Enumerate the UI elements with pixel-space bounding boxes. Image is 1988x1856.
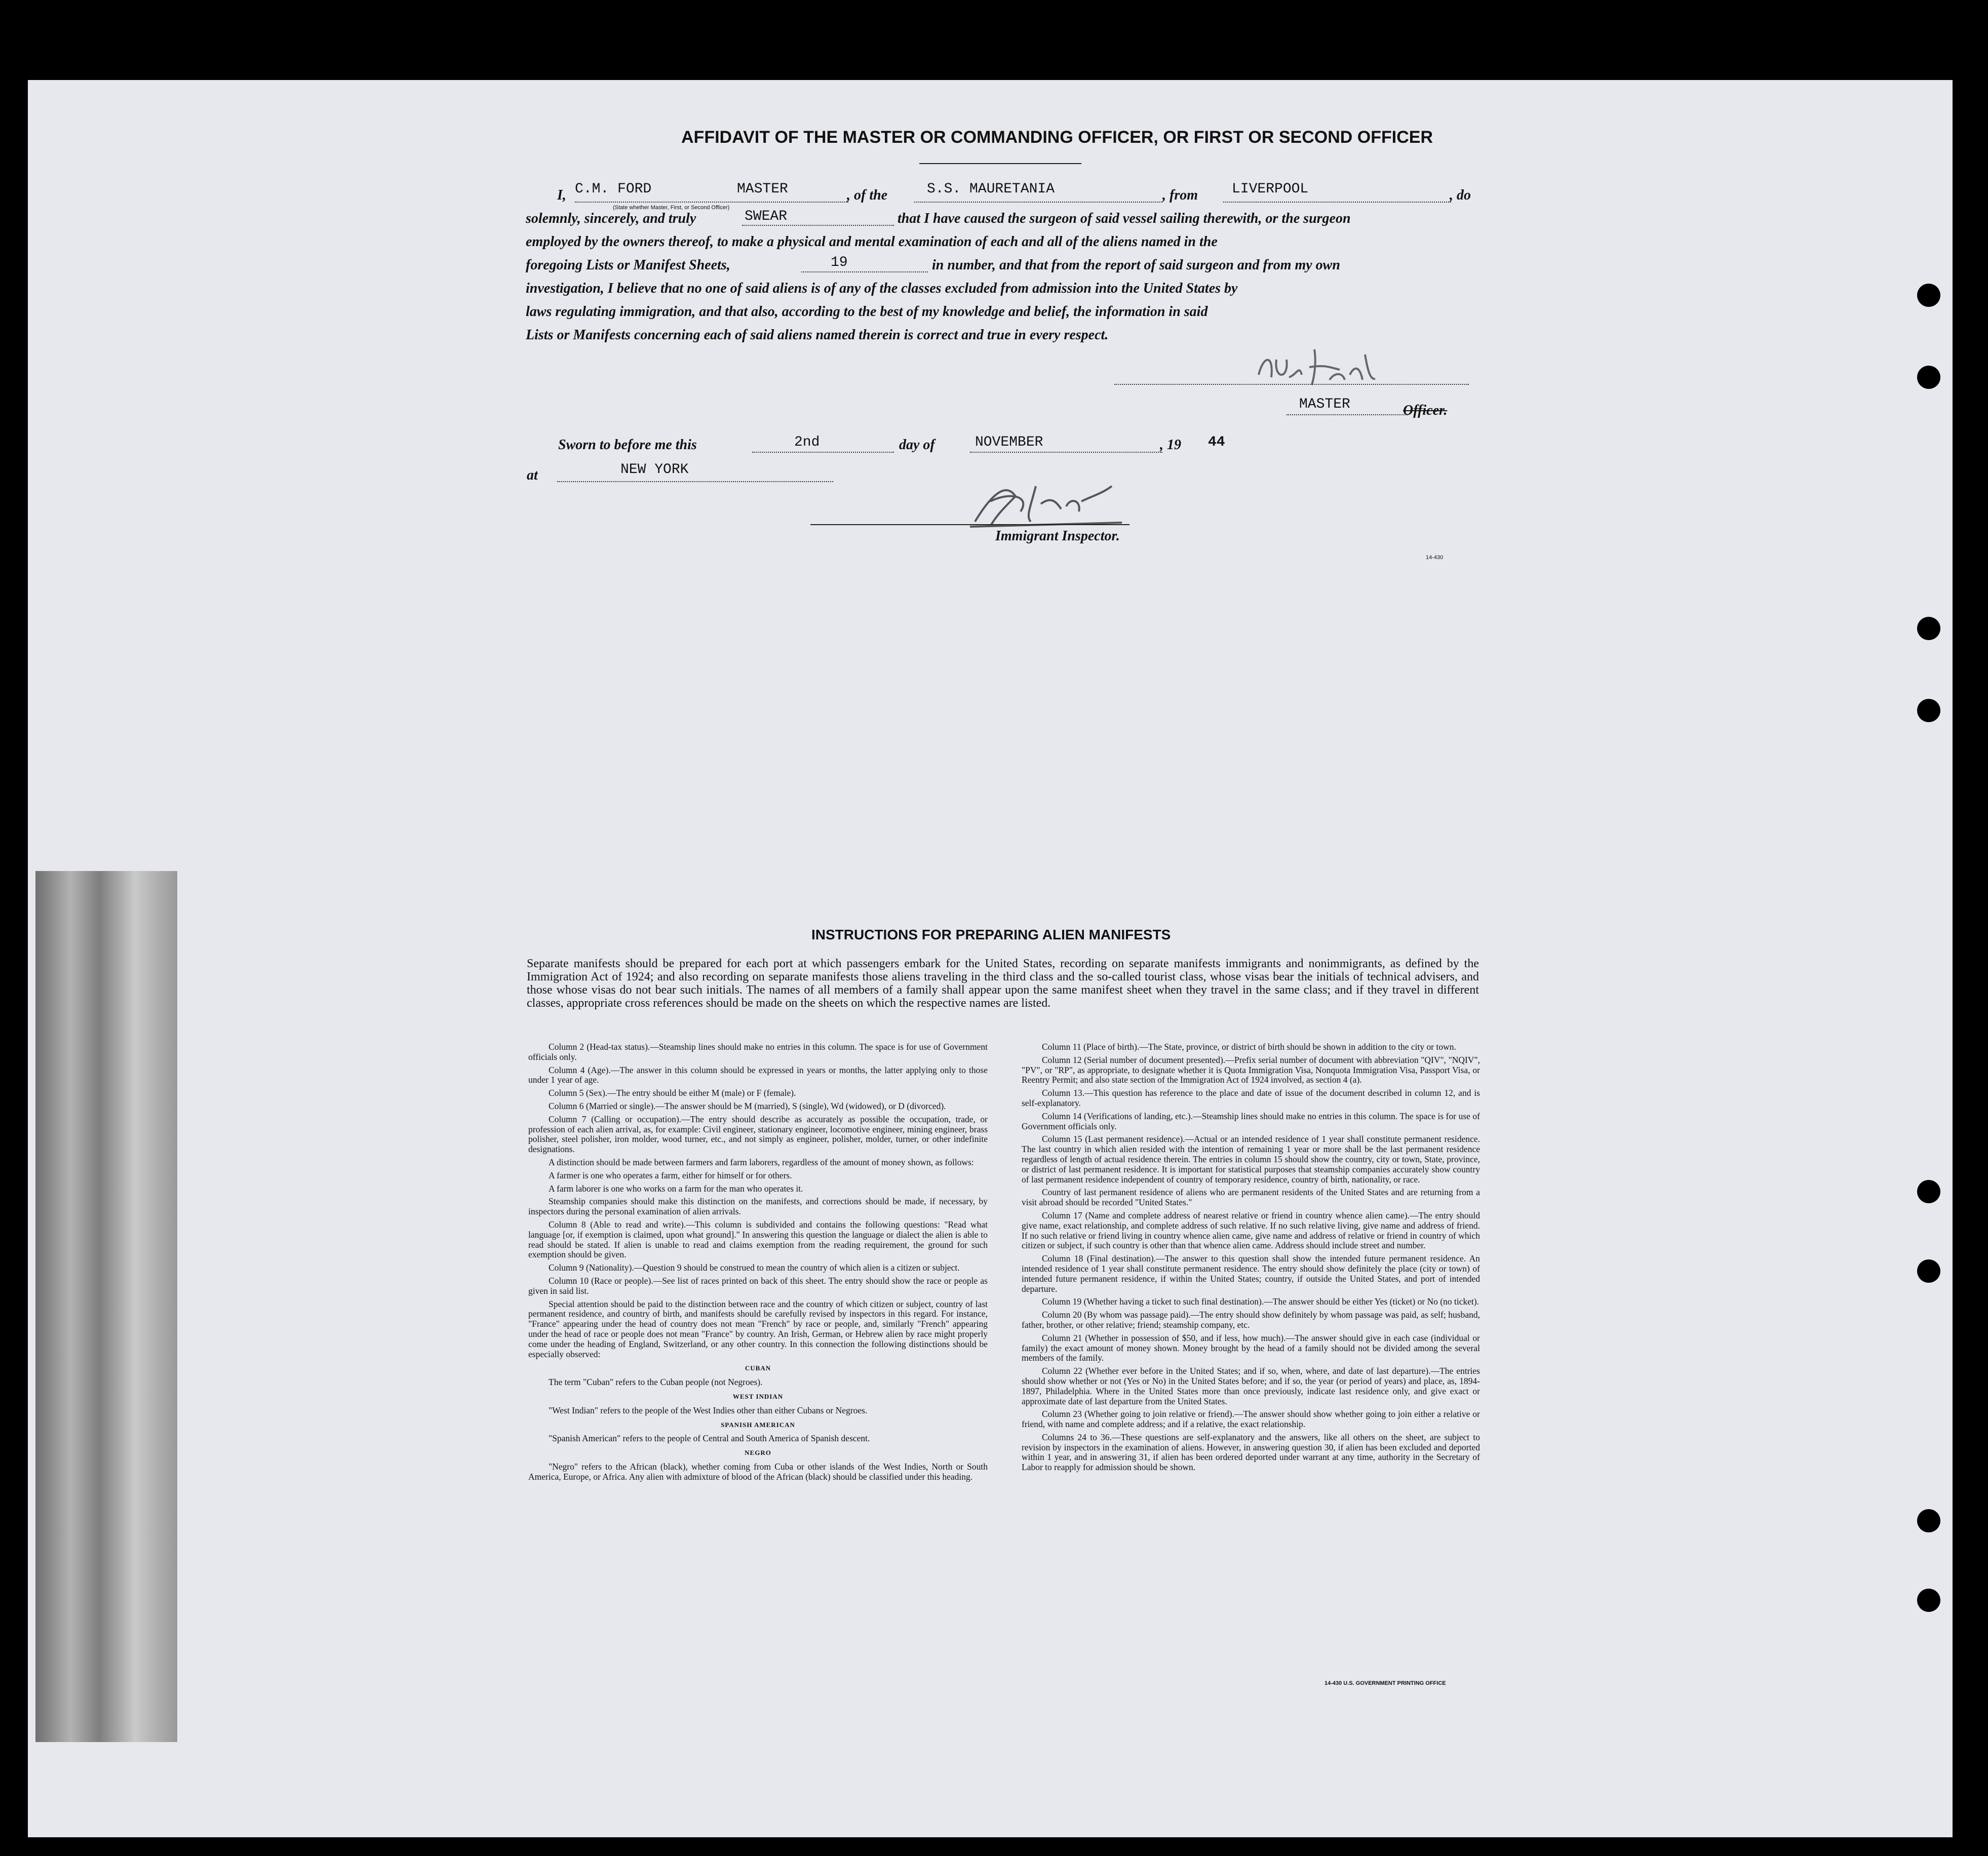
i-label: I, (557, 187, 566, 203)
instruction-paragraph: A farmer is one who operates a farm, either for himself or for others. (549, 1170, 792, 1180)
day-of-label: day of (899, 437, 935, 453)
punch-hole (1917, 366, 1940, 389)
place-name: NEW YORK (620, 462, 689, 478)
instruction-paragraph: Column 8 (Able to read and write).—This column is subdivided and contains the following questions: "Read what language [or, if exemption is claimed, upon what ground]." In answering this question the language or dialect the alien is able to read should be stated. If alien is unable to read and claims exemption from the reading requirement, the ground for such exemption should be given. (528, 1219, 988, 1260)
officer-title-line (1287, 414, 1408, 415)
punch-hole (1917, 617, 1940, 640)
instructions-left-column (528, 1042, 988, 1485)
oath-word: SWEAR (745, 209, 788, 224)
instruction-paragraph: Column 19 (Whether having a ticket to such final destination).—The answer should be either Yes (ticket) or No (no ticket). (1042, 1296, 1479, 1307)
instruction-paragraph: Column 4 (Age).—The answer in this column should be expressed in years or months, the latter applying only to those under 1 year of age. (528, 1064, 988, 1085)
affidavit-line-3: employed by the owners thereof, to make a physical and mental examination of each and all of the aliens named in the (526, 234, 1218, 250)
spanish-american-heading: SPANISH AMERICAN (721, 1420, 795, 1429)
instruction-paragraph: Column 14 (Verifications of landing, etc.).—Steamship lines should make no entries in this column. The space is for use of Government officials only. (1022, 1111, 1480, 1131)
instruction-paragraph: Column 15 (Last permanent residence).—Actual or an intended residence of 1 year shall constitute permanent residence. The last country in which alien resided with the intention of remaining 1 year or more shall be the last permanent residence regardless of length of actual residence therein. The entries in column 15 should show the country, city or town, State, province, or district of last permanent residence. It is important for statistical purposes that steamship companies accurately show country of last permanent residence independent of country of temporary residence, country of birth, nationality, or race. (1022, 1134, 1480, 1184)
affidavit-line-2a: solemnly, sincerely, and truly (526, 211, 696, 226)
from-label: , from (1162, 187, 1198, 203)
instruction-paragraph: Column 6 (Married or single).—The answer should be M (married), S (single), Wd (widowed), or D (divorced). (549, 1100, 946, 1111)
instruction-paragraph: Column 13.—This question has reference to the place and date of issue of the document described in column 12, and is self-explanatory. (1022, 1088, 1480, 1108)
spanish-american-text: "Spanish American" refers to the people of Central and South America of Spanish descent. (549, 1433, 870, 1444)
instruction-paragraph: Column 18 (Final destination).—The answer to this question shall show the intended future permanent residence. An intended residence of 1 year shall constitute permanent residence. The entry should show definitely the place (city or town) of intended future permanent residence, if within the United States; country, if outside the United States, and port of intended departure. (1022, 1253, 1480, 1294)
negro-heading: NEGRO (745, 1449, 771, 1457)
punch-hole (1917, 699, 1940, 722)
punch-hole (1917, 1589, 1940, 1612)
inspector-line (810, 524, 1129, 525)
instructions-title: INSTRUCTIONS FOR PREPARING ALIEN MANIFESTS (811, 927, 1171, 942)
west-indian-heading: WEST INDIAN (732, 1392, 784, 1400)
instruction-paragraph: Column 11 (Place of birth).—The State, province, or district of birth should be shown in addition to the city or town. (1042, 1042, 1456, 1052)
affidavit-line-6: laws regulating immigration, and that also, according to the best of my knowledge and belief, the information in said (526, 304, 1208, 320)
at-label: at (527, 467, 538, 483)
sworn-year: 44 (1208, 435, 1225, 450)
affidavit-line-4b: in number, and that from the report of said surgeon and from my own (932, 257, 1340, 273)
affidavit-line-4a: foregoing Lists or Manifest Sheets, (526, 257, 730, 273)
cuban-heading: CUBAN (745, 1364, 771, 1372)
rank-note: (State whether Master, First, or Second Officer) (613, 205, 730, 211)
instruction-paragraph: Column 12 (Serial number of document presented).—Prefix serial number of document with abbreviation "QIV", "NQIV", "PV", or "RP", as appropriate, to designate whether it is Quota Immigration Visa, Nonquota Immigration Visa, Passport Visa, or Reentry Permit; and also state section of the Immigration Act of 1924 involved, as section 4 (a). (1022, 1054, 1480, 1085)
punch-hole (1917, 284, 1940, 307)
punch-hole (1917, 1509, 1940, 1532)
title-rule (919, 163, 1081, 164)
sworn-month: NOVEMBER (975, 435, 1043, 450)
instruction-paragraph: Column 7 (Calling or occupation).—The entry should describe as accurately as possible the occupation, trade, or profession of each alien arrival, as, for example: Civil engineer, stationary engineer, locomotive engineer, mining engineer, brass polisher, steel polisher, iron molder, wood turner, etc., and not simply as engineer, polisher, molder, turner, or other indefinite designations. (528, 1114, 988, 1155)
instruction-paragraph: Column 23 (Whether going to join relative or friend).—The answer should show whether going to join either a relative or friend, with name and complete address; and if a relative, the exact relationship. (1022, 1409, 1480, 1430)
punch-hole (1917, 1180, 1940, 1203)
instructions-intro: Separate manifests should be prepared for each port at which passengers embark for the United States, recording on separate manifests immigrants and nonimmigrants, as defined by the Immigration Act of 1924; and also recording on separate manifests those aliens traveling in the third class and the so-called tourist class, whose visas bear the initials of technical advisers, and those whose visas do not bear such initials. The names of all members of a family shall appear upon the same manifest sheet when they travel in the same class; and if they travel in different classes, appropriate cross references should be made on the sheets on which the respective names are listed. (527, 957, 1479, 1010)
instruction-paragraph: Column 9 (Nationality).—Question 9 should be construed to mean the country of which alien is a citizen or subject. (549, 1262, 960, 1273)
sworn-label: Sworn to before me this (558, 437, 697, 453)
punch-hole (1917, 1259, 1940, 1283)
officer-suffix: Officer. (1403, 403, 1448, 418)
instruction-paragraph: Column 2 (Head-tax status).—Steamship lines should make no entries in this column. The space is for use of Government officials only. (528, 1042, 988, 1062)
instruction-paragraph: Country of last permanent residence of aliens who are permanent residents of the United States and are returning from a visit abroad should be recorded "United States." (1022, 1187, 1480, 1208)
negro-text: "Negro" refers to the African (black), whether coming from Cuba or other islands of the West Indies, North or South America, Europe, or Africa. Any alien with admixture of blood of the African (black) should be classified under this heading. (528, 1461, 988, 1482)
instruction-paragraph: Column 17 (Name and complete address of nearest relative or friend in country whence alien came).—The entry should give name, exact relationship, and complete address of such relative. If no such relative living, give name and address of friend. If no such relative or friend living in country whence alien came, give name and address of relative or friend in country of which citizen or subject, if such country is other than that whence alien came. Address should include street and number. (1022, 1210, 1480, 1251)
instruction-paragraph: Column 20 (By whom was passage paid).—The entry should show definitely by whom passage was paid, as self; husband, father, brother, or other relative; friend; steamship company, etc. (1022, 1310, 1480, 1330)
name-line (575, 202, 848, 203)
instruction-paragraph: Steamship companies should make this distinction on the manifests, and corrections should be made, if necessary, by inspectors during the personal examination of alien arrivals. (528, 1196, 988, 1217)
place-line (557, 481, 833, 482)
tape-strip (35, 871, 177, 1742)
instruction-paragraph: A distinction should be made between farmers and farm laborers, regardless of the amount of money shown, as follows: (549, 1157, 974, 1167)
instruction-paragraph: Columns 24 to 36.—These questions are self-explanatory and the answers, like all others on the sheet, are subject to revision by inspectors in the examination of aliens. However, in answering question 30, if alien has been excluded and deported within 1 year, and in answering 31, if alien has been ordered deported under warrant at any time, authority in the Secretary of Labor to reapply for admission should be shown. (1022, 1432, 1480, 1473)
signature-line (1114, 384, 1469, 385)
year-prefix: , 19 (1160, 437, 1181, 453)
sworn-day: 2nd (794, 435, 820, 450)
sworn-day-line (752, 452, 894, 453)
form-number: 14-430 (1426, 555, 1444, 561)
do-label: , do (1450, 187, 1471, 203)
affidavit-line-7: Lists or Manifests concerning each of said aliens named therein is correct and true in every respect. (526, 327, 1109, 343)
instruction-paragraph: Special attention should be paid to the distinction between race and the country of which citizen or subject, country of last permanent residence, and country of birth, and manifests should be carefully revised by inspectors in this regard. For instance, "France" appearing under the head of country does not mean "French" by race or people, and, similarly "French" appearing under the head of race or people does not mean "France" by country. An Irish, German, or Hebrew alien by race might properly come under the heading of England, Switzerland, or any other country. In this connection the following distinctions should be especially observed: (528, 1298, 988, 1359)
sheet-count: 19 (831, 255, 848, 270)
printer-line: 14-430 U.S. GOVERNMENT PRINTING OFFICE (1324, 1680, 1446, 1686)
affidavit-title: AFFIDAVIT OF THE MASTER OR COMMANDING OFFICER, OR FIRST OR SECOND OFFICER (681, 128, 1433, 147)
instruction-paragraph: Column 21 (Whether in possession of $50, and if less, how much).—The answer should give in each case (individual or family) the exact amount of money shown. Money brought by the head of a family should not be divided among the several members of the family. (1022, 1332, 1480, 1363)
sheet-count-line (801, 271, 928, 272)
instruction-paragraph: A farm laborer is one who works on a farm for the man who operates it. (549, 1183, 803, 1194)
oath-line (742, 225, 894, 226)
instruction-paragraph: Column 5 (Sex).—The entry should be either M (male) or F (female). (549, 1088, 796, 1098)
port-line (1223, 202, 1451, 203)
cuban-text: The term "Cuban" refers to the Cuban people (not Negroes). (549, 1377, 763, 1388)
officer-title: MASTER (1299, 397, 1350, 412)
officer-rank: MASTER (737, 181, 788, 197)
affidavit-line-2b: that I have caused the surgeon of said vessel sailing therewith, or the surgeon (898, 211, 1351, 226)
ship-line (914, 202, 1162, 203)
ship-name: S.S. MAURETANIA (927, 181, 1055, 197)
inspector-label: Immigrant Inspector. (995, 528, 1120, 544)
of-the-label: , of the (847, 187, 888, 203)
instructions-right-column (1022, 1042, 1480, 1476)
port-name: LIVERPOOL (1232, 181, 1309, 197)
officer-name: C.M. FORD (575, 181, 652, 197)
instruction-paragraph: Column 10 (Race or people).—See list of races printed on back of this sheet. The entry should show the race or people as given in said list. (528, 1275, 988, 1296)
instruction-paragraph: Column 22 (Whether ever before in the United States; and if so, when, where, and date of last departure).—The entries should show whether or not (Yes or No) in the United States before; and if so, the year (or period of years) and place, as, 1894-1897, Philadelphia. Where in the United States more than once previously, indicate last residence only, and give exact or approximate date of last departure from the United States. (1022, 1366, 1480, 1406)
sworn-month-line (970, 452, 1162, 453)
west-indian-text: "West Indian" refers to the people of the West Indies other than either Cubans or Negroes. (549, 1405, 868, 1415)
master-signature (1254, 344, 1385, 398)
affidavit-line-5: investigation, I believe that no one of said aliens is of any of the classes excluded from admission into the United States by (526, 281, 1238, 296)
